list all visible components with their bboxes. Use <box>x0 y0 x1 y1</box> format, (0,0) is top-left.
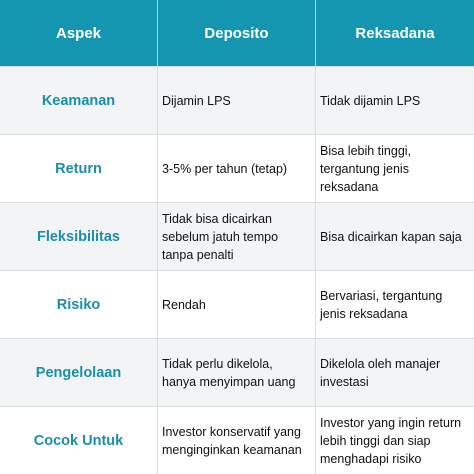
row-mutual-fund: Dikelola oleh manajer investasi <box>320 356 441 389</box>
row-mutual-fund: Investor yang ingin return lebih tinggi dan siap menghadapi risiko <box>320 415 462 466</box>
row-mutual-fund: Bervariasi, tergantung jenis reksadana <box>320 288 443 321</box>
row-deposit: Tidak perlu dikelola, hanya menyimpan uang <box>158 339 316 406</box>
table-body <box>0 66 474 474</box>
row-mutual-fund: Bisa lebih tinggi, tergantung jenis reksadana <box>320 143 412 194</box>
row-deposit: 3-5% per tahun (tetap) <box>158 135 316 202</box>
header-aspect: Aspek <box>0 0 158 66</box>
header-mutual-fund: Reksadana <box>355 24 435 42</box>
row-deposit: Tidak bisa dicairkan sebelum jatuh tempo tanpa penalti <box>158 203 316 270</box>
table-row <box>0 134 474 202</box>
table-row <box>0 406 474 474</box>
row-aspect: Cocok Untuk <box>0 407 158 474</box>
row-deposit: Investor konservatif yang menginginkan keamanan <box>158 407 316 474</box>
table-row <box>0 338 474 406</box>
row-aspect: Keamanan <box>0 67 158 134</box>
row-aspect: Return <box>0 135 158 202</box>
row-mutual-fund: Bisa dicairkan kapan saja <box>320 229 462 244</box>
row-aspect: Pengelolaan <box>0 339 158 406</box>
row-aspect: Risiko <box>0 271 158 338</box>
table-header <box>0 0 474 66</box>
table-row <box>0 202 474 270</box>
header-deposit: Deposito <box>158 0 316 66</box>
row-aspect: Fleksibilitas <box>0 203 158 270</box>
table-row <box>0 66 474 134</box>
table-row <box>0 270 474 338</box>
row-deposit: Rendah <box>158 271 316 338</box>
row-deposit: Dijamin LPS <box>158 67 316 134</box>
row-mutual-fund: Tidak dijamin LPS <box>320 93 421 108</box>
